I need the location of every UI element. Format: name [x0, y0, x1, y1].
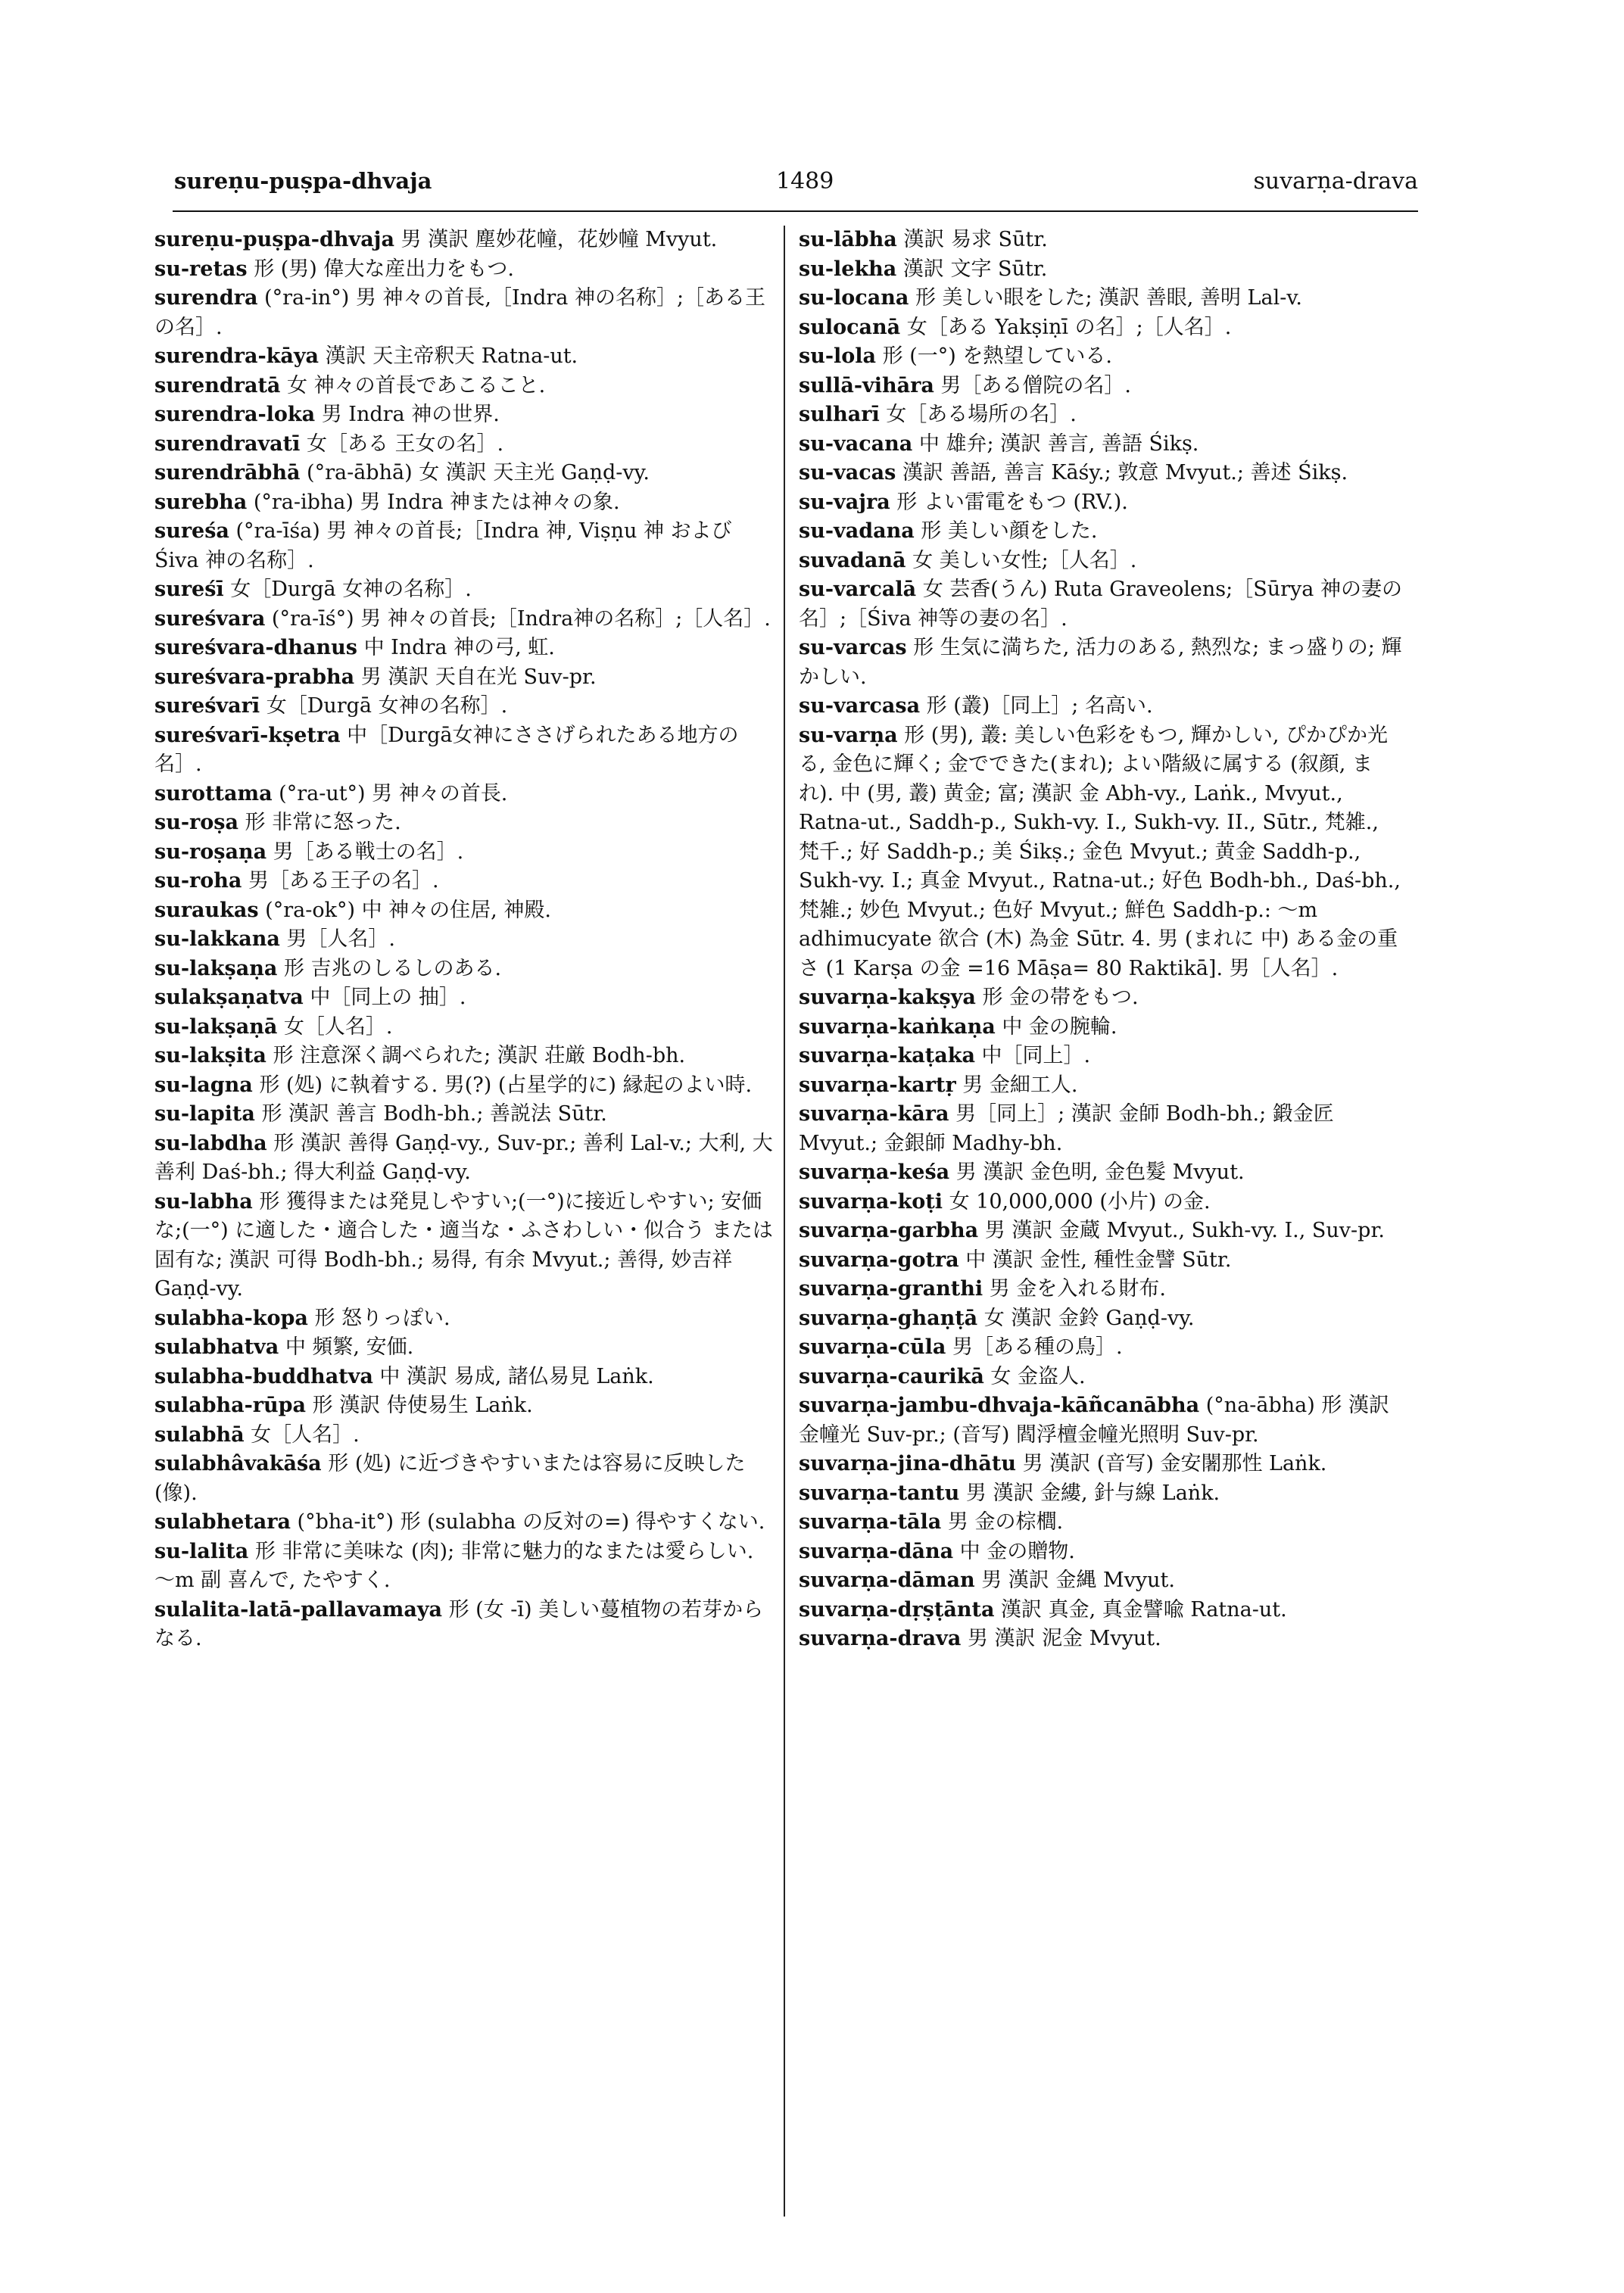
- dictionary-entry: [799, 1246, 1404, 1276]
- dictionary-entry: [799, 721, 1404, 984]
- dictionary-entry: [154, 1391, 775, 1421]
- entry-headword: sulabhetara: [154, 1510, 291, 1534]
- dictionary-entry: [799, 372, 1404, 401]
- dictionary-entry: [154, 430, 775, 460]
- column-divider: [784, 226, 785, 2217]
- entry-headword: suvarṇa-jambu-dhvaja-kāñcanābha: [799, 1394, 1200, 1417]
- entry-definition: 形 注意深く調べられた; 漢訳 荘厳 Bodh-bh.: [266, 1044, 686, 1067]
- dictionary-entry: [799, 517, 1404, 547]
- dictionary-entry: [154, 838, 775, 868]
- entry-headword: suvarṇa-dāman: [799, 1569, 975, 1592]
- entry-headword: suvarṇa-kaṅkaṇa: [799, 1014, 996, 1039]
- entry-headword: suvarṇa-jina-dhātu: [799, 1452, 1017, 1475]
- dictionary-entry: [799, 1217, 1404, 1246]
- running-head-right: suvarṇa-drava: [1253, 168, 1418, 195]
- dictionary-entry: [799, 1363, 1404, 1392]
- entry-definition: 中［Durgā女神にささげられたある地方の名］.: [154, 723, 739, 776]
- entry-headword: su-vacana: [799, 431, 913, 456]
- entry-headword: suvarṇa-dṛṣṭānta: [799, 1597, 995, 1622]
- dictionary-entry: [154, 459, 775, 488]
- entry-headword: su-lapita: [154, 1102, 255, 1126]
- entry-headword: surendra: [154, 286, 258, 310]
- entry-definition: 形 (一°) を熱望している.: [876, 344, 1112, 368]
- dictionary-entry: [799, 1304, 1404, 1334]
- entry-headword: sureśvarī: [154, 694, 260, 718]
- entry-headword: suvarṇa-kāra: [799, 1102, 949, 1126]
- entry-headword: su-roṣa: [154, 811, 238, 834]
- dictionary-entry: [154, 1333, 775, 1363]
- entry-headword: sulabha-kopa: [154, 1306, 308, 1330]
- dictionary-entry: [799, 255, 1404, 285]
- entry-headword: su-varcalā: [799, 578, 917, 601]
- entry-definition: 形 美しい顔をした.: [914, 519, 1098, 543]
- dictionary-entry: [799, 1479, 1404, 1509]
- entry-headword: sureśa: [154, 519, 229, 543]
- entry-headword: sulakṣaṇatva: [154, 986, 304, 1009]
- entry-headword: su-vadana: [799, 519, 915, 543]
- dictionary-entry: [154, 780, 775, 809]
- entry-definition: 女［ある Yakṣiṇī の名］;［人名］.: [900, 315, 1232, 339]
- entry-definition: 男 漢訳 (音写) 金安闍那性 Laṅk.: [1016, 1452, 1327, 1475]
- dictionary-entry: [154, 808, 775, 838]
- entry-headword: su-varṇa: [799, 723, 898, 747]
- entry-headword: su-roha: [154, 869, 242, 893]
- entry-definition: 形 (叢)［同上］; 名高い.: [920, 694, 1153, 718]
- entry-headword: suvarṇa-keśa: [799, 1161, 950, 1184]
- entry-definition: 女［人名］.: [277, 1014, 393, 1039]
- entry-headword: su-lakṣita: [154, 1044, 267, 1067]
- right-column: [799, 226, 1404, 1654]
- entry-headword: su-labha: [154, 1189, 253, 1213]
- entry-definition: 形 怒りっぽい.: [307, 1306, 450, 1330]
- entry-headword: suvarṇa-garbha: [799, 1219, 979, 1242]
- dictionary-entry: [154, 955, 775, 984]
- dictionary-entry: [154, 896, 775, 926]
- entry-definition: 形 美しい眼をした; 漢訳 善眼, 善明 Lal-v.: [909, 286, 1302, 310]
- dictionary-entry: [799, 1508, 1404, 1537]
- dictionary-entry: [154, 634, 775, 663]
- entry-definition: (°ra-ābhā) 女 漢訳 天主光 Gaṇḍ-vy.: [300, 461, 650, 484]
- entry-headword: suvarṇa-koṭi: [799, 1189, 943, 1213]
- entry-headword: su-lola: [799, 344, 877, 368]
- entry-definition: 漢訳 文字 Sūtr.: [896, 257, 1048, 281]
- entry-definition: (°ra-ibha) 男 Indra 神または神々の象.: [247, 490, 620, 514]
- entry-definition: 男 漢訳 金縄 Mvyut.: [974, 1569, 1175, 1592]
- entry-definition: 漢訳 真金, 真金譬喩 Ratna-ut.: [994, 1597, 1287, 1622]
- dictionary-entry: [799, 1188, 1404, 1217]
- entry-definition: 形 金の帯をもつ.: [975, 986, 1139, 1009]
- dictionary-entry: [154, 1537, 775, 1596]
- entry-definition: 形 (処) に近づきやすいまたは容易に反映した (像).: [154, 1452, 746, 1505]
- entry-headword: suvarṇa-ghaṇṭā: [799, 1306, 978, 1330]
- dictionary-entry: [154, 1304, 775, 1334]
- entry-definition: 中 雄弁; 漢訳 善言, 善語 Śikṣ.: [912, 431, 1199, 456]
- entry-definition: 女 芸香(うん) Ruta Graveolens;［Sūrya 神の妻の名］;［Śiva 神等の妻の名］.: [799, 578, 1402, 631]
- dictionary-entry: [154, 1596, 775, 1654]
- running-head-left: sureṇu-puṣpa-dhvaja: [174, 168, 432, 194]
- entry-headword: su-lābha: [799, 228, 897, 251]
- entry-definition: 形 生気に満ちた, 活力のある, 熱烈な; まっ盛りの; 輝かしい.: [799, 636, 1402, 689]
- entry-headword: sureśvara-prabha: [154, 665, 355, 689]
- dictionary-entry: [799, 547, 1404, 576]
- entry-headword: sulabhā: [154, 1422, 245, 1447]
- entry-definition: 女［人名］.: [244, 1422, 360, 1447]
- entry-headword: suvarṇa-drava: [799, 1627, 962, 1650]
- entry-headword: sureṇu-puṣpa-dhvaja: [154, 228, 394, 251]
- dictionary-entry: [799, 575, 1404, 634]
- entry-definition: 男［人名］.: [279, 927, 395, 951]
- entry-headword: surendravatī: [154, 431, 301, 456]
- entry-definition: 形 漢訳 侍使易生 Laṅk.: [306, 1394, 533, 1417]
- dictionary-entry: [799, 1042, 1404, 1071]
- dictionary-entry: [799, 226, 1404, 255]
- dictionary-entry: [154, 925, 775, 955]
- dictionary-entry: [799, 1275, 1404, 1304]
- entry-definition: 女 神々の首長であこること.: [280, 373, 546, 397]
- entry-definition: 女 10,000,000 (小片) の金.: [943, 1189, 1211, 1213]
- entry-definition: 形 獲得または発見しやすい;(一°)に接近しやすい; 安価な;(一°) に適した・適合した・適当な・ふさわしい・似合う または 固有な; 漢訳 可得 Bodh-bh.; 易得, 有余 Mvyut.; 善得, 妙吉祥 Gaṇḍ-vy.: [154, 1189, 773, 1301]
- dictionary-entry: [154, 983, 775, 1013]
- entry-definition: 男 金細工人.: [955, 1073, 1078, 1097]
- entry-headword: surebha: [154, 490, 248, 514]
- entry-definition: (°ra-in°) 男 神々の首長,［Indra 神の名称］;［ある王の名］.: [154, 286, 766, 339]
- entry-headword: su-labdha: [154, 1131, 267, 1155]
- dictionary-entry: [154, 400, 775, 430]
- entry-headword: surendra-loka: [154, 403, 316, 426]
- entry-headword: sullā-vihāra: [799, 373, 934, 397]
- entry-headword: sureśvara: [154, 606, 266, 631]
- entry-headword: su-lakkana: [154, 927, 280, 951]
- entry-definition: 形 非常に美味な (肉); 非常に魅力的なまたは愛らしい. ～m 副 喜んで, たやすく.: [154, 1539, 754, 1592]
- entry-headword: suvarṇa-granthi: [799, 1277, 983, 1301]
- entry-headword: suvarṇa-caurikā: [799, 1364, 984, 1388]
- entry-headword: su-vacas: [799, 461, 896, 484]
- entry-definition: 中 頻繁, 安価.: [279, 1335, 414, 1359]
- dictionary-entry: [799, 1596, 1404, 1625]
- entry-definition: (°ra-ok°) 中 神々の住居, 神殿.: [258, 898, 551, 922]
- entry-headword: sulabha-buddhatva: [154, 1364, 373, 1388]
- entry-definition: 中 漢訳 易成, 諸仏易見 Laṅk.: [372, 1364, 654, 1388]
- entry-definition: (°na-ābha) 形 漢訳 金幢光 Suv-pr.; (音写) 閻浮檀金幢光照明 Suv-pr.: [799, 1394, 1389, 1447]
- entry-definition: 女［ある 王女の名］.: [300, 431, 504, 456]
- entry-headword: suvarṇa-cūla: [799, 1335, 946, 1359]
- entry-headword: sureśī: [154, 578, 224, 601]
- dictionary-entry: [154, 517, 775, 575]
- dictionary-entry: [154, 284, 775, 342]
- entry-headword: suvarṇa-kaṭaka: [799, 1044, 975, 1067]
- entry-definition: 形 よい雷電をもつ (RV.).: [890, 490, 1128, 514]
- dictionary-entry: [154, 1421, 775, 1450]
- entry-definition: 男 漢訳 塵妙花幢，花妙幢 Mvyut.: [394, 228, 718, 251]
- entry-definition: 男［ある種の鳥］.: [946, 1335, 1123, 1359]
- dictionary-entry: [154, 605, 775, 634]
- dictionary-entry: [799, 983, 1404, 1013]
- entry-headword: su-lakṣaṇa: [154, 956, 278, 980]
- entry-headword: suvarṇa-kakṣya: [799, 986, 976, 1009]
- entry-definition: 女 漢訳 金鈴 Gaṇḍ-vy.: [977, 1306, 1195, 1330]
- entry-definition: 形 (男) 偉大な産出力をもつ.: [247, 257, 515, 281]
- dictionary-entry: [154, 867, 775, 896]
- entry-headword: sureśvarī-kṣetra: [154, 723, 341, 747]
- entry-headword: sulharī: [799, 403, 880, 426]
- dictionary-entry: [799, 313, 1404, 343]
- dictionary-entry: [799, 1450, 1404, 1479]
- dictionary-entry: [154, 1363, 775, 1392]
- dictionary-entry: [799, 1071, 1404, 1101]
- entry-headword: sulalita-latā-pallavamaya: [154, 1597, 443, 1622]
- entry-definition: 男 金の棕櫚.: [941, 1510, 1064, 1534]
- entry-definition: 男［ある僧院の名］.: [934, 373, 1132, 397]
- dictionary-entry: [799, 1100, 1404, 1158]
- entry-definition: 中 Indra 神の弓, 虹.: [357, 636, 555, 659]
- dictionary-entry: [799, 400, 1404, 430]
- left-column: [154, 226, 775, 1654]
- dictionary-entry: [154, 1508, 775, 1537]
- entry-definition: 中 漢訳 金性, 種性金譬 Sūtr.: [959, 1248, 1232, 1272]
- entry-headword: su-varcas: [799, 636, 907, 659]
- entry-headword: su-varcasa: [799, 694, 921, 718]
- dictionary-entry: [799, 430, 1404, 460]
- dictionary-entry: [154, 1188, 775, 1304]
- entry-definition: (°ra-ut°) 男 神々の首長.: [272, 781, 508, 805]
- entry-definition: 女［Durgā 女神の名称］.: [260, 694, 508, 718]
- entry-headword: suvarṇa-kartṛ: [799, 1073, 956, 1097]
- entry-definition: 中 金の腕輪.: [995, 1014, 1117, 1039]
- entry-headword: sulabhatva: [154, 1335, 279, 1359]
- entry-definition: 漢訳 天主帝釈天 Ratna-ut.: [319, 344, 578, 368]
- dictionary-entry: [799, 459, 1404, 488]
- entry-headword: surendrābhā: [154, 461, 301, 484]
- dictionary-entry: [799, 634, 1404, 692]
- entry-definition: 中［同上］.: [974, 1044, 1091, 1067]
- dictionary-entry: [154, 342, 775, 372]
- entry-definition: 男 漢訳 金蔵 Mvyut., Sukh-vy. I., Suv-pr.: [978, 1219, 1385, 1242]
- entry-definition: 男 漢訳 金色明, 金色髮 Mvyut.: [949, 1161, 1245, 1184]
- dictionary-entry: [799, 1566, 1404, 1596]
- entry-headword: su-vajra: [799, 490, 890, 514]
- entry-headword: suvarṇa-tāla: [799, 1510, 942, 1534]
- dictionary-entry: [799, 1013, 1404, 1042]
- dictionary-entry: [154, 1013, 775, 1042]
- entry-headword: surendra-kāya: [154, 344, 320, 368]
- entry-definition: 男 漢訳 金縷, 針与線 Laṅk.: [959, 1481, 1220, 1505]
- dictionary-entry: [799, 342, 1404, 372]
- entry-definition: 形 漢訳 善言 Bodh-bh.; 善説法 Sūtr.: [254, 1102, 607, 1126]
- entry-definition: (°ra-īśa) 男 神々の首長;［Indra 神, Viṣṇu 神 および Śiva 神の名称］.: [154, 519, 732, 572]
- entry-headword: sulabhâvakāśa: [154, 1452, 322, 1475]
- entry-headword: suvarṇa-dāna: [799, 1539, 954, 1563]
- entry-headword: surottama: [154, 781, 273, 805]
- entry-headword: suvarṇa-gotra: [799, 1248, 959, 1272]
- entry-definition: 女 金盗人.: [983, 1364, 1086, 1388]
- entry-headword: suraukas: [154, 898, 259, 922]
- entry-definition: (°ra-īś°) 男 神々の首長;［Indra神の名称］;［人名］.: [265, 606, 771, 631]
- dictionary-entry: [154, 488, 775, 518]
- entry-definition: 男［ある王子の名］.: [242, 869, 439, 893]
- entry-definition: 男 Indra 神の世界.: [315, 403, 500, 426]
- entry-definition: 女［ある場所の名］.: [879, 403, 1077, 426]
- entry-headword: su-lekha: [799, 257, 897, 281]
- dictionary-entry: [154, 663, 775, 693]
- entry-definition: 男 漢訳 天自在光 Suv-pr.: [354, 665, 597, 689]
- entry-headword: suvarṇa-tantu: [799, 1481, 960, 1505]
- entry-headword: su-lagna: [154, 1073, 253, 1097]
- entry-headword: su-lalita: [154, 1539, 249, 1563]
- entry-definition: 女［Durgā 女神の名称］.: [223, 578, 472, 601]
- page-number: 1489: [776, 168, 834, 195]
- dictionary-entry: [799, 1158, 1404, 1188]
- dictionary-entry: [154, 1071, 775, 1101]
- entry-headword: sulocanā: [799, 315, 901, 339]
- entry-definition: 中 金の贈物.: [953, 1539, 1075, 1563]
- header-rule: [173, 210, 1418, 212]
- entry-headword: su-lakṣaṇā: [154, 1014, 278, 1039]
- entry-definition: 男［ある戦士の名］.: [267, 840, 464, 864]
- entry-definition: (°bha-it°) 形 (sulabha の反対の=) 得やすくない.: [290, 1510, 765, 1534]
- dictionary-entry: [154, 255, 775, 285]
- dictionary-entry: [799, 1333, 1404, 1363]
- entry-definition: 漢訳 善語, 善言 Kāśy.; 敦意 Mvyut.; 善述 Śikṣ.: [896, 461, 1348, 484]
- entry-definition: 女 美しい女性;［人名］.: [906, 548, 1137, 572]
- dictionary-entry: [154, 692, 775, 721]
- dictionary-entry: [799, 488, 1404, 518]
- entry-definition: 形 非常に怒った.: [238, 811, 401, 834]
- dictionary-entry: [154, 372, 775, 401]
- entry-definition: 形 (男), 叢: 美しい色彩をもつ, 輝かしい, ぴかぴか光る, 金色に輝く; 金でできた(まれ); よい階級に属する (叙顔, まれ). 中 (男, 叢) 黄金; 富; 漢訳 金 Abh-vy., Laṅk., Mvyut., Ratna-ut., Saddh-p., Sukh-vy. I., Sukh-vy. II., Sūtr., 梵雑., 梵千.; 好 Saddh-p.; 美 Śikṣ.; 金色 Mvyut.; 黄金 Saddh-p., Sukh-vy. I.; 真金 Mvyut., Ratna-ut.; 好色 Bodh-bh., Daś-bh., 梵雑.; 妙色 Mvyut.; 色好 Mvyut.; 鮮色 Saddh-p.: ～m adhimucyate 欲合 (木) 為金 Sūtr. 4. 男 (まれに 中) ある金の重さ (1 Karṣa の金 =16 Māṣa= 80 Raktikā]. 男［人名］.: [799, 723, 1401, 980]
- entry-definition: 男［同上］; 漢訳 金師 Bodh-bh.; 鍛金匠 Mvyut.; 金銀師 Madhy-bh.: [799, 1102, 1334, 1155]
- dictionary-entry: [154, 721, 775, 780]
- entry-headword: surendratā: [154, 373, 281, 397]
- entry-definition: 男 漢訳 泥金 Mvyut.: [961, 1627, 1161, 1650]
- entry-headword: suvadanā: [799, 548, 906, 572]
- dictionary-entry: [154, 575, 775, 605]
- entry-headword: sureśvara-dhanus: [154, 636, 358, 659]
- entry-headword: sulabha-rūpa: [154, 1394, 307, 1417]
- entry-headword: su-retas: [154, 257, 248, 281]
- entry-definition: 形 (処) に執着する. 男(?) (占星学的に) 縁起のよい時.: [252, 1073, 753, 1097]
- dictionary-entry: [154, 1450, 775, 1508]
- dictionary-entry: [154, 226, 775, 255]
- entry-headword: su-locana: [799, 286, 909, 310]
- entry-definition: 中［同上の 抽］.: [303, 986, 466, 1009]
- entry-definition: 形 (女 -ī) 美しい蔓植物の若芽からなる.: [154, 1597, 764, 1650]
- entry-definition: 形 漢訳 善得 Gaṇḍ-vy., Suv-pr.; 善利 Lal-v.; 大利, 大善利 Daś-bh.; 得大利益 Gaṇḍ-vy.: [154, 1131, 773, 1184]
- dictionary-entry: [799, 284, 1404, 313]
- entry-definition: 男 金を入れる財布.: [983, 1277, 1166, 1301]
- dictionary-entry: [154, 1042, 775, 1071]
- entry-definition: 形 吉兆のしるしのある.: [277, 956, 502, 980]
- dictionary-entry: [799, 1537, 1404, 1567]
- entry-headword: su-roṣaṇa: [154, 840, 267, 864]
- dictionary-entry: [154, 1100, 775, 1129]
- dictionary-entry: [799, 1625, 1404, 1654]
- dictionary-entry: [799, 692, 1404, 721]
- dictionary-entry: [799, 1391, 1404, 1450]
- dictionary-entry: [154, 1129, 775, 1188]
- entry-definition: 漢訳 易求 Sūtr.: [896, 228, 1048, 251]
